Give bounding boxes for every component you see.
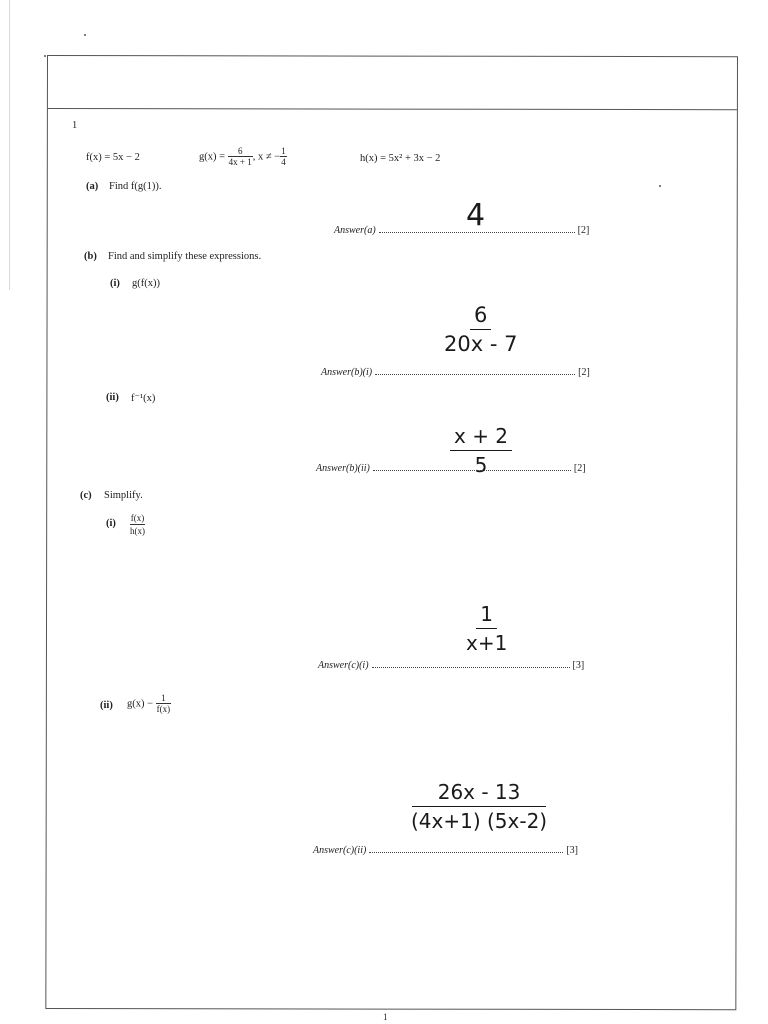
dotted-answer-line (369, 851, 563, 853)
page-number: 1 (383, 1012, 388, 1022)
dotted-answer-line (372, 666, 570, 668)
part-a-label: (a) (86, 181, 99, 192)
answer-line-b-i: Answer(b)(i) [2] (321, 367, 590, 378)
answer-line-a: Answer(a) [2] (334, 225, 590, 236)
marks-b-ii: [2] (573, 463, 586, 474)
handwritten-answer-b-ii: $\frac{x + 2}{5}$ (450, 424, 512, 477)
part-c-ii-expression: g(x) − $\frac{1}{f(x)}$ (127, 693, 171, 714)
part-a-text: Find f(g(1)). (109, 181, 162, 192)
part-c-ii-label: (ii) (100, 700, 113, 711)
handwritten-answer-a: 4 (466, 198, 486, 233)
marks-c-i: [3] (572, 660, 585, 671)
part-c-text: Simplify. (104, 490, 143, 501)
answer-line-b-ii: Answer(b)(ii) [2] (316, 463, 586, 474)
marks-a: [2] (577, 225, 590, 236)
question-number: 1 (72, 120, 78, 131)
part-b-ii-text: f⁻¹(x) (131, 393, 156, 404)
answer-line-c-i: Answer(c)(i) [3] (318, 660, 585, 671)
part-c-i-label: (i) (106, 518, 116, 529)
handwritten-answer-c-i: $\frac{1}{x+1}$ (466, 602, 508, 655)
definition-h: h(x) = 5x² + 3x − 2 (360, 153, 441, 164)
part-c-label: (c) (80, 490, 92, 501)
definition-f: f(x) = 5x − 2 (86, 152, 140, 163)
dotted-answer-line (373, 469, 571, 471)
marks-c-ii: [3] (566, 845, 578, 856)
handwritten-answer-c-ii: $\frac{26x - 13}{(4x+1) (5x-2)}$ (411, 780, 548, 833)
g-fraction: $\frac{6}{4x + 1}$ (228, 146, 252, 167)
g-condition-fraction: $\frac{1}{4}$ (281, 146, 286, 167)
part-c-i-expression: $\frac{f(x)}{h(x)}$ (130, 513, 145, 536)
handwritten-answer-b-i: $\frac{6}{20x - 7}$ (444, 303, 518, 356)
part-b-i-text: g(f(x)) (132, 278, 160, 289)
answer-line-c-ii: Answer(c)(ii) [3] (313, 845, 578, 856)
part-b-ii-label: (ii) (106, 392, 119, 403)
definition-g: g(x) = $\frac{6}{4x + 1}$ , x ≠ − $\frac{1}{4}$ (199, 146, 286, 167)
dotted-answer-line (375, 373, 575, 375)
part-b-i-label: (i) (110, 278, 120, 289)
dotted-answer-line (379, 231, 575, 233)
part-b-label: (b) (84, 251, 97, 262)
marks-b-i: [2] (578, 367, 590, 378)
part-b-text: Find and simplify these expressions. (108, 251, 262, 262)
